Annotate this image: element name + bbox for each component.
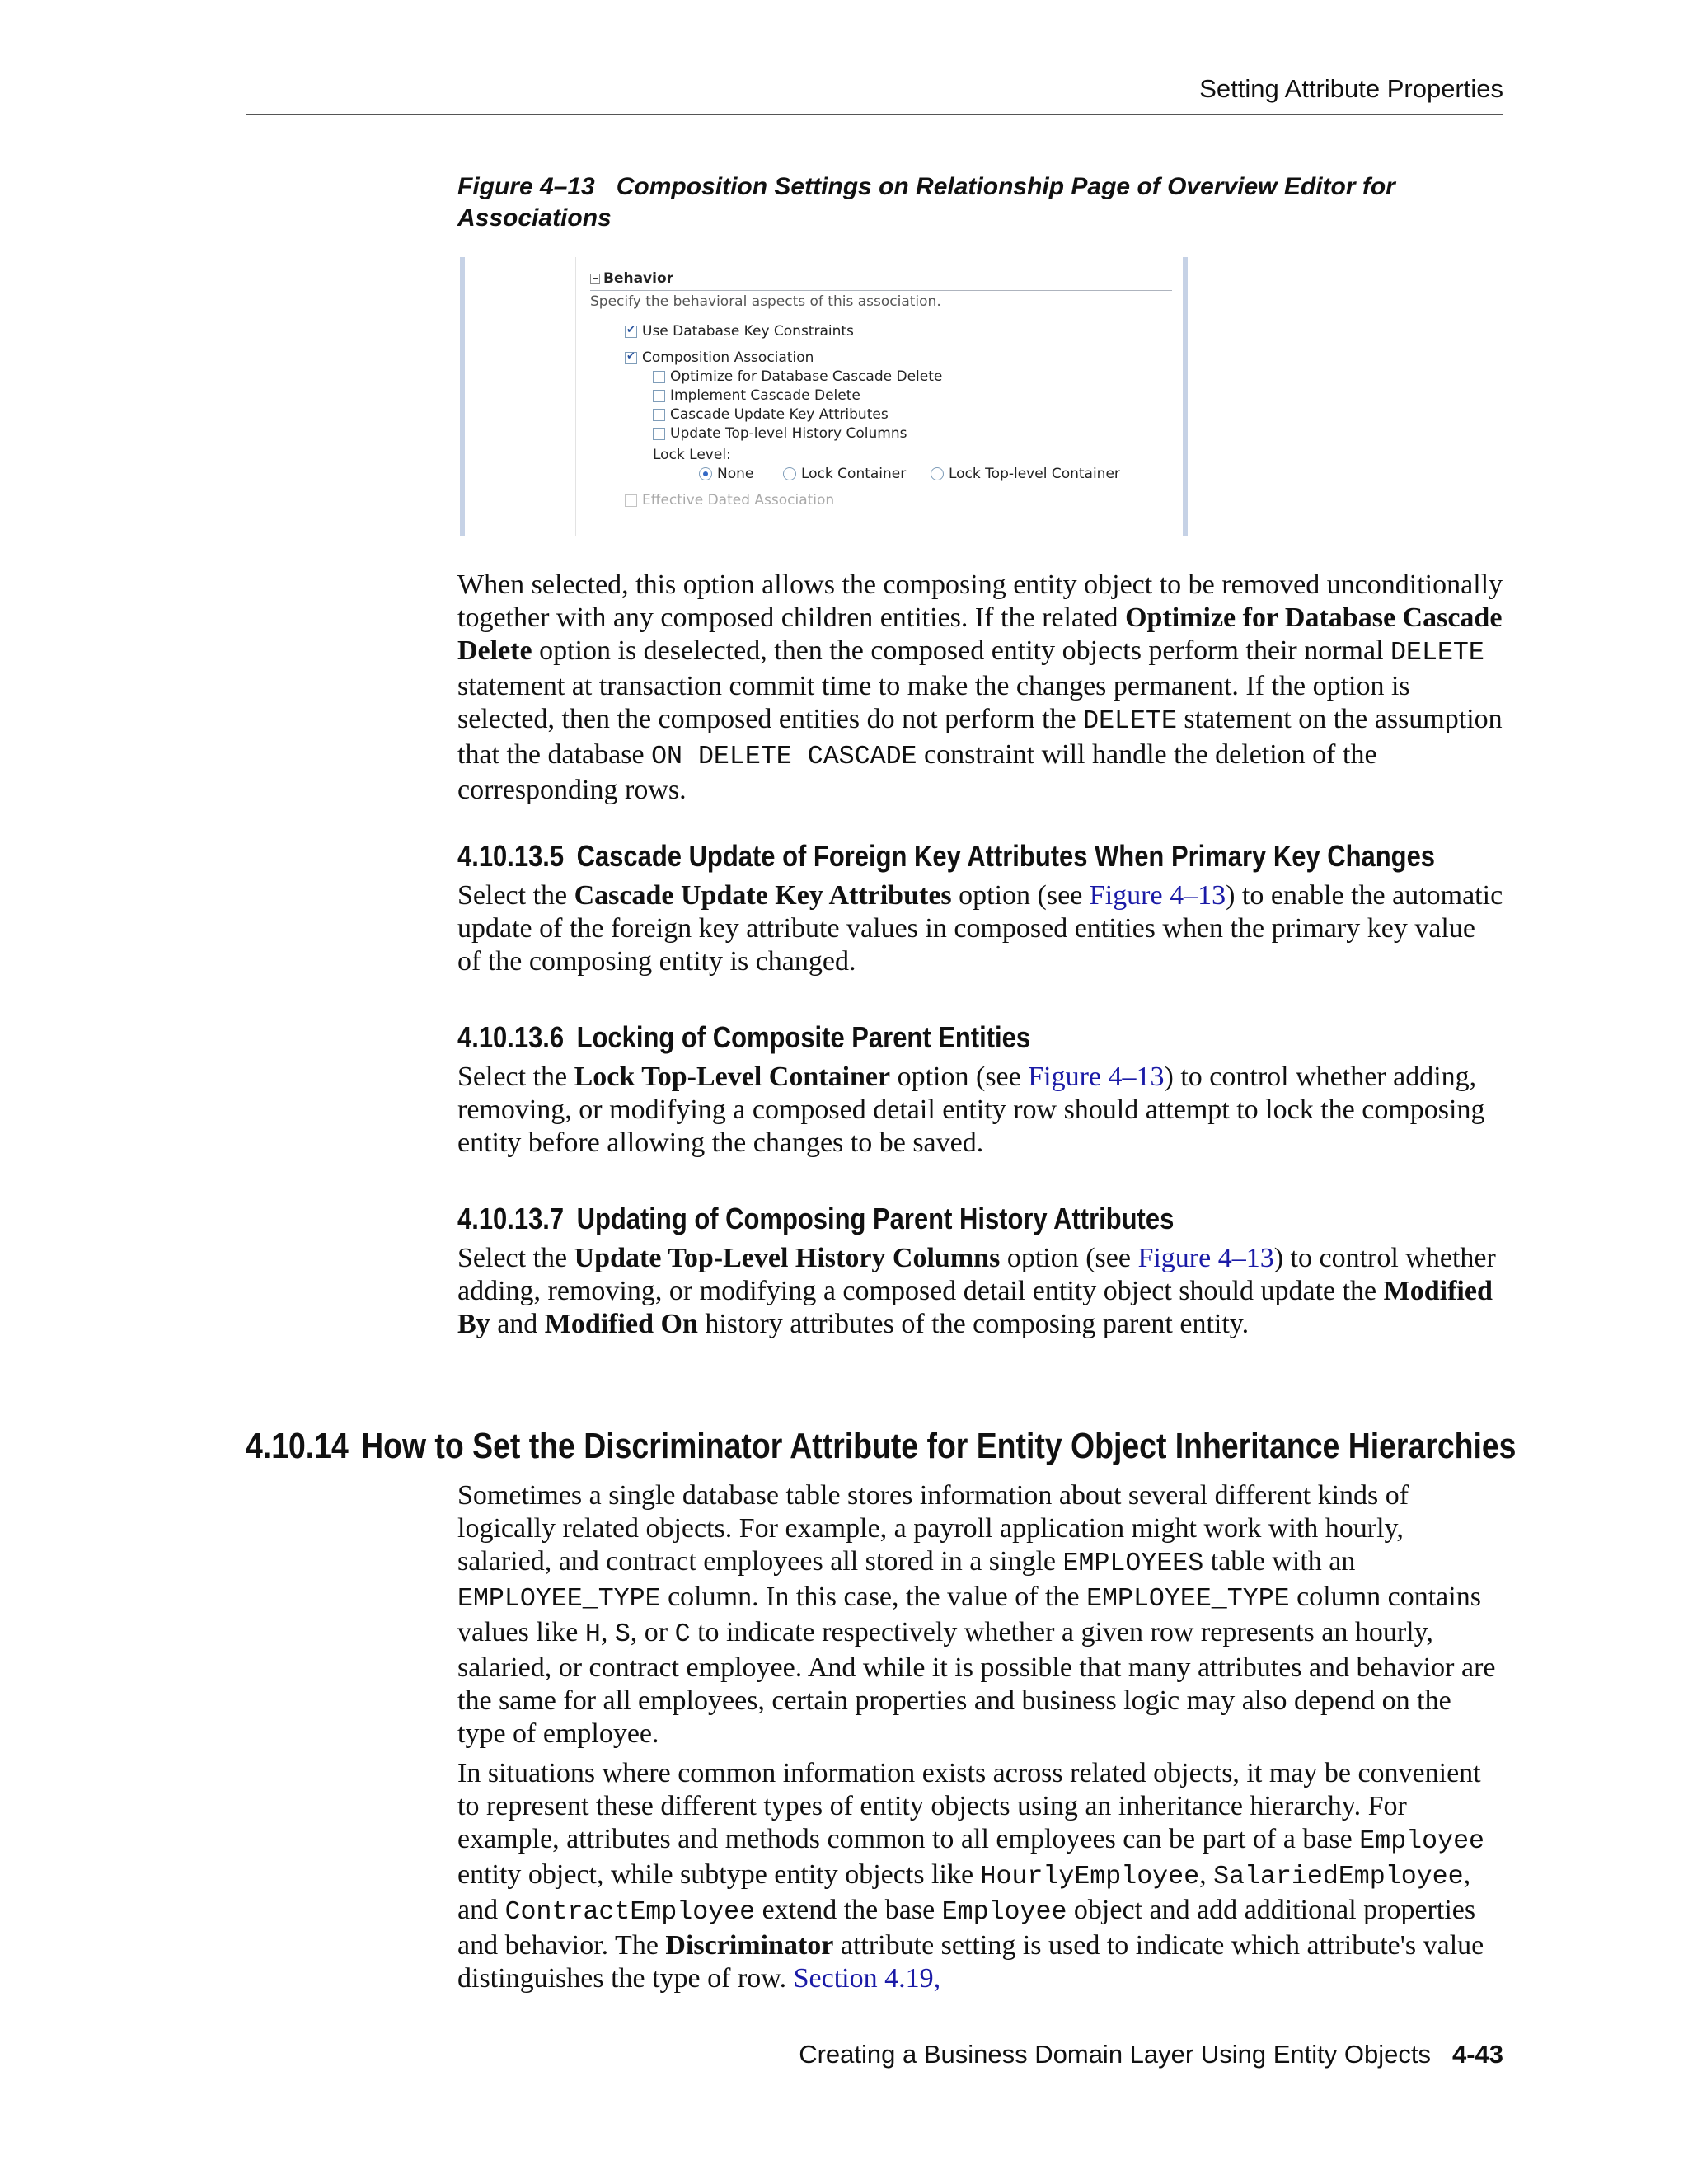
cascade-update-key-option[interactable] bbox=[653, 406, 889, 423]
figure-panel-divider bbox=[575, 257, 576, 536]
section-description: Specify the behavioral aspects of this association. bbox=[590, 293, 941, 310]
figure-link[interactable]: Figure 4–13 bbox=[1028, 1062, 1165, 1092]
radio[interactable] bbox=[931, 467, 944, 480]
option-label: Optimize for Database Cascade Delete bbox=[670, 368, 943, 385]
checkbox-disabled bbox=[625, 494, 637, 507]
option-label: Use Database Key Constraints bbox=[642, 323, 854, 340]
paragraph-discriminator-intro: Sometimes a single database table stores information about several different kinds of logically related objects. For example, a payroll application might work with hourly, salaried, and contract employees all stored in a single EMPLOYEES table with an EMPLOYEE_TYPE column. In this case, the value of the EMPLOYEE_TYPE column contains values like H, S, or C to indicate respectively whether a given row represents an hourly, salaried, or contract employee. And while it is possible that many attributes and behavior are the same for all employees, certain properties and business logic may also depend on the type of employee. bbox=[457, 1480, 1496, 1749]
checkbox[interactable] bbox=[653, 428, 665, 440]
effective-dated-option bbox=[625, 492, 834, 509]
header-rule bbox=[246, 114, 1503, 115]
heading-4-10-13-5: 4.10.13.5 Cascade Update of Foreign Key Attributes When Primary Key Changes bbox=[457, 839, 1436, 873]
paragraph-cascade-update: Select the Cascade Update Key Attributes option (see Figure 4–13) to enable the automatic update of the foreign key attribute values in composed entities when the primary key value of the composing entity is changed. bbox=[457, 880, 1503, 977]
radio-label: Lock Container bbox=[801, 466, 907, 482]
figure-screenshot bbox=[460, 257, 1188, 536]
checkbox-checked[interactable] bbox=[625, 326, 637, 338]
figure-link[interactable]: Figure 4–13 bbox=[1089, 880, 1226, 911]
option-label: Composition Association bbox=[642, 349, 814, 366]
radio-selected[interactable] bbox=[699, 467, 712, 480]
update-history-columns-option[interactable] bbox=[653, 425, 907, 442]
option-label: Effective Dated Association bbox=[642, 492, 835, 509]
checkbox-checked[interactable] bbox=[625, 352, 637, 364]
running-footer bbox=[742, 2040, 1503, 2069]
running-header: Setting Attribute Properties bbox=[1199, 74, 1503, 103]
figure-caption bbox=[457, 171, 1447, 234]
option-label: Cascade Update Key Attributes bbox=[670, 406, 889, 423]
radio[interactable] bbox=[783, 467, 796, 480]
implement-cascade-delete-option[interactable] bbox=[653, 387, 860, 404]
behavior-section-header[interactable] bbox=[590, 270, 673, 287]
composition-association-option[interactable] bbox=[625, 349, 814, 366]
page-number: 4-43 bbox=[1451, 2040, 1503, 2069]
heading-4-10-13-6: 4.10.13.6 Locking of Composite Parent Entities bbox=[457, 1020, 1031, 1054]
use-db-key-constraints-option[interactable] bbox=[625, 323, 854, 340]
footer-chapter-title: Creating a Business Domain Layer Using Entity Objects bbox=[799, 2040, 1431, 2069]
radio-label: None bbox=[717, 466, 754, 482]
paragraph-cascade-delete: When selected, this option allows the composing entity object to be removed unconditionally together with any composed children entities. If the related Optimize for Database Cascade Delete option is deselected, then the composed entity objects perform their normal DELETE statement at transaction commit time to make the changes permanent. If the option is selected, then the composed entities do not perform the DELETE statement on the assumption that the database ON DELETE CASCADE constraint will handle the deletion of the corresponding rows. bbox=[457, 569, 1503, 805]
lock-top-level-container-radio[interactable] bbox=[931, 466, 1120, 482]
radio-label: Lock Top-level Container bbox=[949, 466, 1120, 482]
lock-container-radio[interactable] bbox=[783, 466, 906, 482]
option-label: Implement Cascade Delete bbox=[670, 387, 860, 404]
heading-4-10-14: 4.10.14 How to Set the Discriminator Attribute for Entity Object Inheritance Hierarchies bbox=[246, 1426, 1517, 1466]
behavior-section-title: Behavior bbox=[603, 270, 674, 287]
option-label: Update Top-level History Columns bbox=[670, 425, 907, 442]
lock-level-label: Lock Level: bbox=[653, 447, 731, 463]
checkbox[interactable] bbox=[653, 409, 665, 421]
paragraph-history: Select the Update Top-Level History Columns option (see Figure 4–13) to control whether adding, removing, or modifying a composed detail entity object should update the Modified By and Modified On history attributes of the composing parent entity. bbox=[457, 1243, 1496, 1339]
figure-link[interactable]: Figure 4–13 bbox=[1137, 1243, 1274, 1273]
checkbox[interactable] bbox=[653, 371, 665, 383]
paragraph-locking: Select the Lock Top-Level Container option (see Figure 4–13) to control whether adding, removing, or modifying a composed detail entity row should attempt to lock the composing entity before allowing the changes to be saved. bbox=[457, 1062, 1485, 1158]
figure-label: Figure 4–13 bbox=[457, 173, 595, 200]
paragraph-inheritance: In situations where common information exists across related objects, it may be convenient to represent these different types of entity objects using an inheritance hierarchy. For example, attributes and methods common to all employees can be part of a base Employee entity object, while subtype entity objects like HourlyEmployee, SalariedEmployee, and ContractEmployee extend the base Employee object and add additional properties and behavior. The Discriminator attribute setting is used to indicate which attribute's value distinguishes the type of row. Section 4.19, bbox=[457, 1758, 1485, 1994]
optimize-cascade-delete-option[interactable] bbox=[653, 368, 942, 385]
heading-4-10-13-7: 4.10.13.7 Updating of Composing Parent History Attributes bbox=[457, 1202, 1175, 1235]
section-rule bbox=[590, 290, 1172, 291]
lock-none-radio[interactable] bbox=[699, 466, 753, 482]
checkbox[interactable] bbox=[653, 390, 665, 402]
collapse-icon[interactable] bbox=[590, 274, 600, 284]
figure-caption-text: Composition Settings on Relationship Page of Overview Editor for Associations bbox=[457, 173, 1395, 232]
section-link[interactable]: Section 4.19, bbox=[793, 1963, 941, 1994]
